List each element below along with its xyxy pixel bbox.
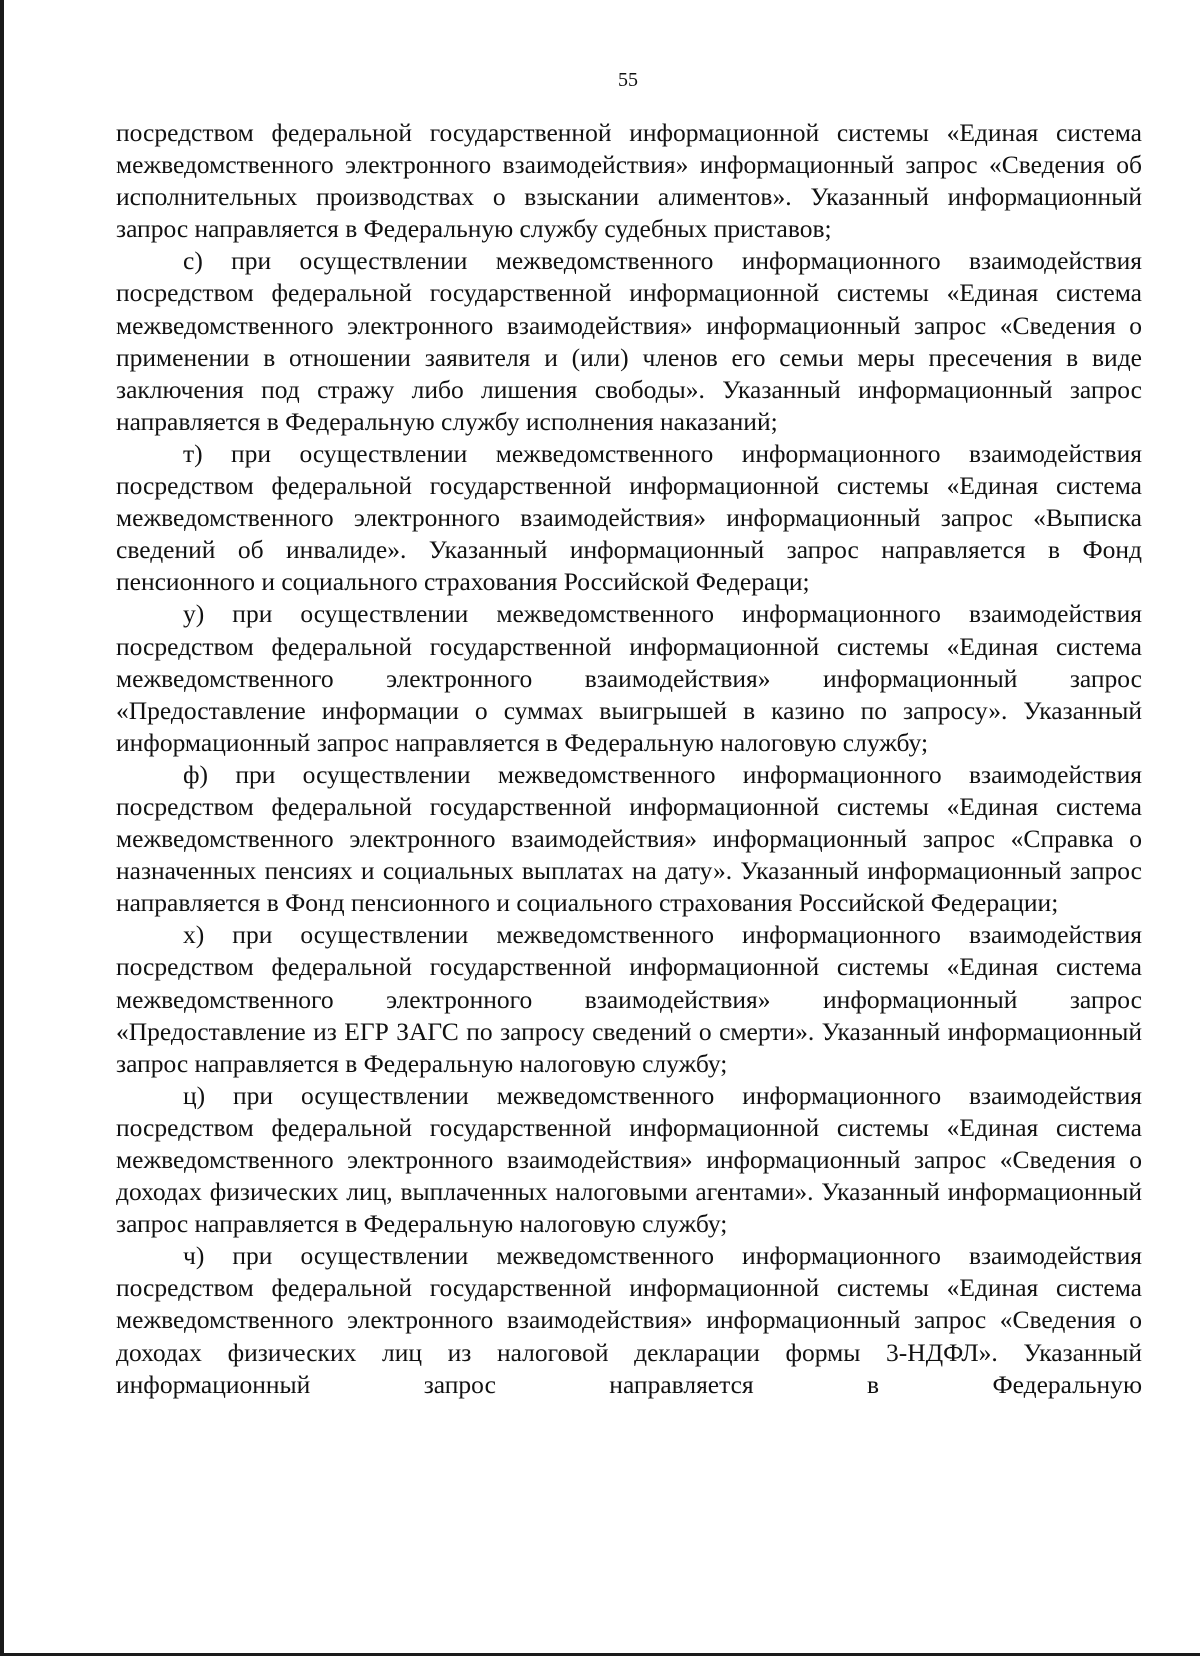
paragraph-item-ch: ч) при осуществлении межведомственного информационного взаимодействия посредством федеральной государственной информационной системы «Единая система межведомственного электронного взаимодействия» информационный запрос «Сведения о доходах физических лиц из налоговой декларации формы 3-НДФЛ». Указанный информационный запрос направляется в Федеральную — [116, 1241, 1142, 1399]
paragraph-item-ts: ц) при осуществлении межведомственного информационного взаимодействия посредством федеральной государственной информационной системы «Единая система межведомственного электронного взаимодействия» информационный запрос «Сведения о доходах физических лиц, выплаченных налоговыми агентами». Указанный информационный запрос направляется в Федеральную налоговую службу; — [116, 1080, 1142, 1239]
paragraph-item-f: ф) при осуществлении межведомственного информационного взаимодействия посредством федеральной государственной информационной системы «Единая система межведомственного электронного взаимодействия» информационный запрос «Справка о назначенных пенсиях и социальных выплатах на дату». Указанный информационный запрос направляется в Фонд пенсионного и социального страхования Российской Федерации; — [116, 759, 1142, 918]
document-body — [116, 117, 1142, 1401]
scan-edge-left — [0, 0, 4, 1656]
paragraph-item-t: т) при осуществлении межведомственного информационного взаимодействия посредством федеральной государственной информационной системы «Единая система межведомственного электронного взаимодействия» информационный запрос «Выписка сведений об инвалиде». Указанный информационный запрос направляется в Фонд пенсионного и социального страхования Российской Федераци; — [116, 438, 1142, 597]
page-number: 55 — [618, 69, 638, 91]
paragraph-continuation: посредством федеральной государственной информационной системы «Единая система межведомственного электронного взаимодействия» информационный запрос «Сведения об исполнительных производствах о взыскании алиментов». Указанный информационный запрос направляется в Федеральную службу судебных приставов; — [116, 118, 1142, 244]
paragraph-item-kh: х) при осуществлении межведомственного информационного взаимодействия посредством федеральной государственной информационной системы «Единая система межведомственного электронного взаимодействия» информационный запрос «Предоставление из ЕГР ЗАГС по запросу сведений о смерти». Указанный информационный запрос направляется в Федеральную налоговую службу; — [116, 920, 1142, 1078]
paragraph-item-s: с) при осуществлении межведомственного информационного взаимодействия посредством федеральной государственной информационной системы «Единая система межведомственного электронного взаимодействия» информационный запрос «Сведения о применении в отношении заявителя и (или) членов его семьи меры пресечения в виде заключения под стражу либо лишения свободы». Указанный информационный запрос направляется в Федеральную службу исполнения наказаний; — [116, 246, 1142, 436]
paragraph-item-u: у) при осуществлении межведомственного информационного взаимодействия посредством федеральной государственной информационной системы «Единая система межведомственного электронного взаимодействия» информационный запрос «Предоставление информации о суммах выигрышей в казино по запросу». Указанный информационный запрос направляется в Федеральную налоговую службу; — [116, 599, 1142, 757]
